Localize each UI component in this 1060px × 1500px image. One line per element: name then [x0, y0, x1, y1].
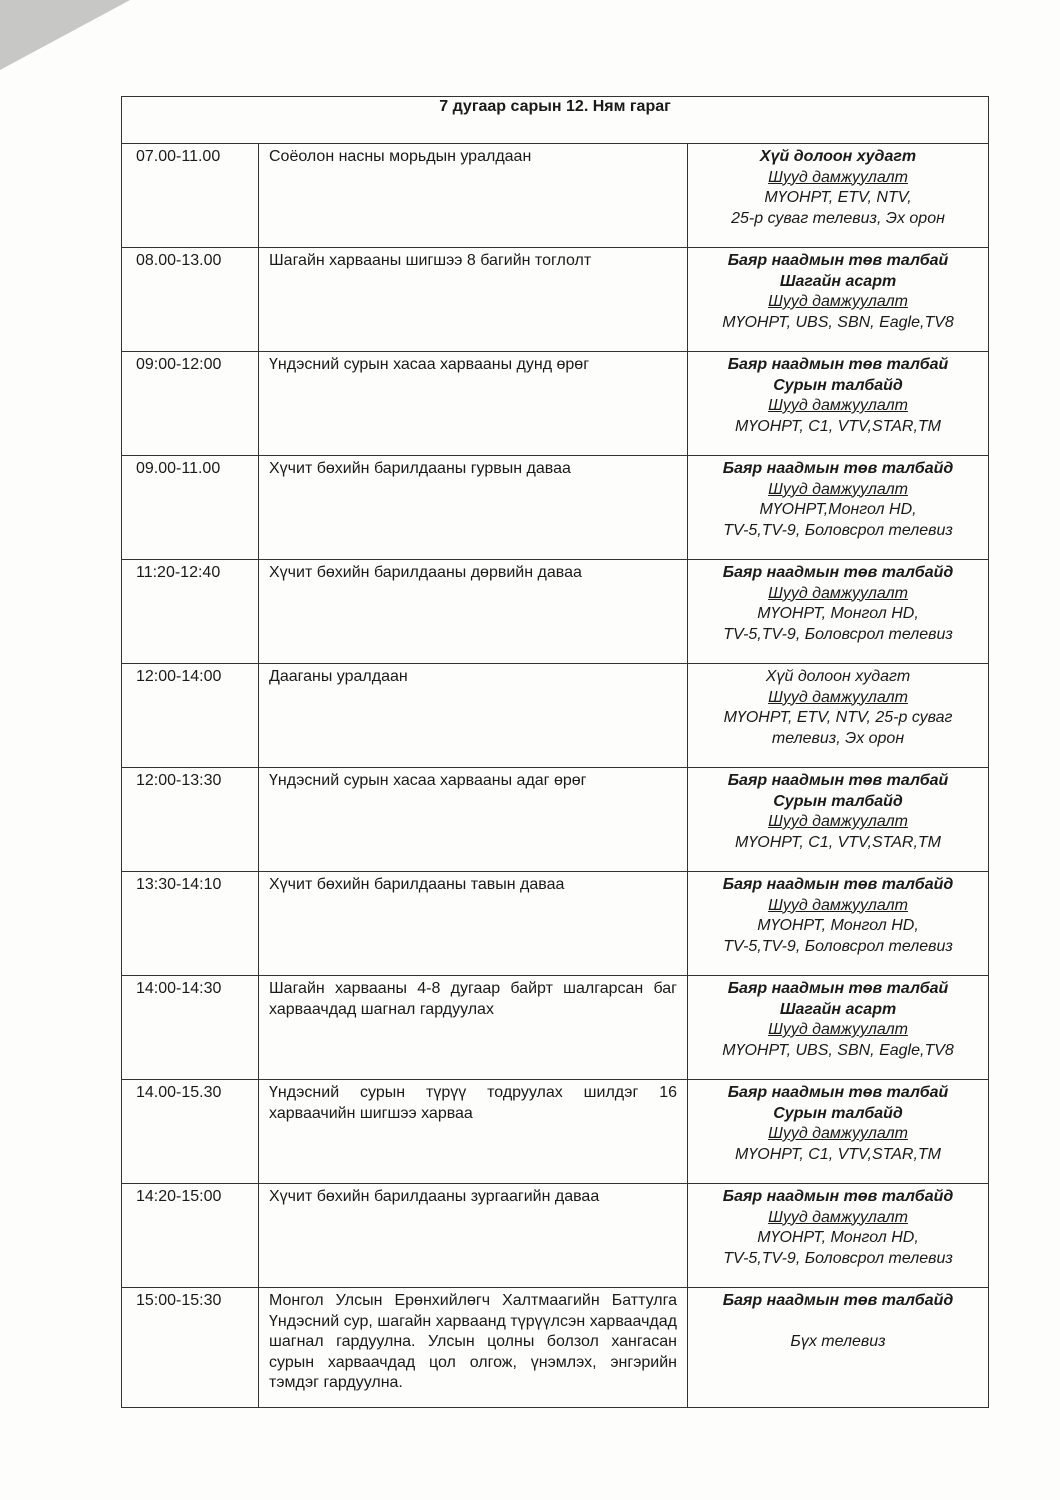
- event-cell: Хүчит бөхийн барилдааны дөрвийн даваа: [259, 560, 688, 664]
- venue-line: Хүй долоон худагт: [759, 148, 917, 165]
- venue-line: МҮОНРТ, ETV, NTV,: [764, 189, 912, 206]
- venue-line: телевиз, Эх орон: [771, 729, 905, 747]
- schedule-row: [122, 1288, 989, 1408]
- broadcast-mode-line: Шууд дамжуулалт: [768, 813, 908, 830]
- venue-line: МҮОНРТ, C1, VTV,STAR,TM: [735, 833, 942, 851]
- venue-line: Баяр наадмын төв талбайд: [722, 876, 954, 893]
- time-cell: 09.00-11.00: [122, 456, 259, 560]
- venue-line: Баяр наадмын төв талбай: [727, 356, 949, 373]
- broadcast-mode-line: Шууд дамжуулалт: [768, 584, 908, 602]
- event-cell: Шагайн харвааны 4-8 дугаар байрт шалгарсан баг харваачдад шагнал гардуулах: [259, 976, 688, 1080]
- venue-broadcast-cell: [688, 456, 989, 560]
- venue-line: 25-р суваг телевиз, Эх орон: [731, 209, 945, 227]
- schedule-row: [122, 664, 989, 768]
- venue-broadcast-cell: [688, 560, 989, 664]
- venue-line: Баяр наадмын төв талбай: [727, 1084, 949, 1101]
- venue-broadcast-cell: [688, 1184, 989, 1288]
- time-cell: 08.00-13.00: [122, 248, 259, 352]
- date-header-row: [122, 97, 989, 144]
- venue-line: МҮОНРТ, ETV, NTV, 25-р суваг: [723, 709, 953, 726]
- venue-line: Шагайн асарт: [779, 272, 897, 290]
- time-cell: 13:30-14:10: [122, 872, 259, 976]
- venue-line: Хүй долоон худагт: [765, 668, 911, 685]
- broadcast-mode-line: Шууд дамжуулалт: [768, 1021, 908, 1038]
- venue-line: Баяр наадмын төв талбайд: [722, 460, 954, 477]
- venue-line: Бүх телевиз: [790, 1332, 886, 1350]
- venue-line: Сурын талбайд: [773, 792, 903, 810]
- schedule-row: [122, 872, 989, 976]
- venue-line: МҮОНРТ, Монгол HD,: [757, 1229, 919, 1246]
- time-cell: 14.00-15.30: [122, 1080, 259, 1184]
- venue-broadcast-cell: [688, 768, 989, 872]
- venue-broadcast-cell: [688, 352, 989, 456]
- event-cell: Хүчит бөхийн барилдааны гурвын даваа: [259, 456, 688, 560]
- venue-broadcast-cell: [688, 144, 989, 248]
- event-cell: Үндэсний сурын түрүү тодруулах шилдэг 16 харваачийн шигшээ харваа: [259, 1080, 688, 1184]
- venue-line: МҮОНРТ, Монгол HD,: [757, 605, 919, 622]
- time-cell: 12:00-13:30: [122, 768, 259, 872]
- broadcast-mode-line: Шууд дамжуулалт: [768, 397, 908, 414]
- venue-broadcast-cell: [688, 664, 989, 768]
- schedule-row: [122, 976, 989, 1080]
- venue-line: Баяр наадмын төв талбай: [727, 252, 949, 269]
- venue-broadcast-cell: [688, 1080, 989, 1184]
- schedule-row: [122, 1080, 989, 1184]
- schedule-row: [122, 248, 989, 352]
- venue-line: МҮОНРТ, UBS, SBN, Eagle,TV8: [722, 313, 954, 331]
- venue-broadcast-cell: [688, 976, 989, 1080]
- event-cell: Хүчит бөхийн барилдааны зургаагийн даваа: [259, 1184, 688, 1288]
- schedule-row: [122, 560, 989, 664]
- venue-line: TV-5,TV-9, Боловсрол телевиз: [723, 1249, 953, 1267]
- time-cell: 15:00-15:30: [122, 1288, 259, 1408]
- venue-line: МҮОНРТ, Монгол HD,: [757, 917, 919, 934]
- venue-line: МҮОНРТ, UBS, SBN, Eagle,TV8: [722, 1041, 954, 1059]
- venue-line: Шагайн асарт: [779, 1000, 897, 1018]
- broadcast-mode-line: Шууд дамжуулалт: [768, 480, 908, 498]
- broadcast-mode-line: Шууд дамжуулалт: [768, 688, 908, 706]
- venue-broadcast-cell: [688, 872, 989, 976]
- time-cell: 12:00-14:00: [122, 664, 259, 768]
- time-cell: 11:20-12:40: [122, 560, 259, 664]
- broadcast-mode-line: Шууд дамжуулалт: [768, 896, 908, 914]
- venue-line: МҮОНРТ, C1, VTV,STAR,TM: [735, 1145, 942, 1163]
- venue-line: МҮОНРТ, C1, VTV,STAR,TM: [735, 417, 942, 435]
- venue-line: Сурын талбайд: [773, 376, 903, 394]
- broadcast-mode-line: Шууд дамжуулалт: [768, 293, 908, 310]
- schedule-row: [122, 352, 989, 456]
- event-cell: Шагайн харвааны шигшээ 8 багийн тоглолт: [259, 248, 688, 352]
- event-cell: Үндэсний сурын хасаа харвааны дунд өрөг: [259, 352, 688, 456]
- time-cell: 09:00-12:00: [122, 352, 259, 456]
- schedule-row: [122, 1184, 989, 1288]
- venue-line: МҮОНРТ,Монгол HD,: [759, 501, 917, 518]
- date-title: 7 дугаар сарын 12. Ням гараг: [122, 97, 989, 144]
- event-cell: Хүчит бөхийн барилдааны тавын даваа: [259, 872, 688, 976]
- schedule-row: [122, 456, 989, 560]
- event-cell: Дааганы уралдаан: [259, 664, 688, 768]
- time-cell: 14:20-15:00: [122, 1184, 259, 1288]
- time-cell: 14:00-14:30: [122, 976, 259, 1080]
- venue-line: TV-5,TV-9, Боловсрол телевиз: [723, 521, 953, 539]
- venue-line: Баяр наадмын төв талбай: [727, 980, 949, 997]
- broadcast-mode-line: Шууд дамжуулалт: [768, 1125, 908, 1142]
- time-cell: 07.00-11.00: [122, 144, 259, 248]
- venue-spacer: [700, 1312, 976, 1332]
- venue-line: Баяр наадмын төв талбайд: [722, 1292, 954, 1309]
- schedule-table: [121, 96, 989, 1408]
- venue-line: Баяр наадмын төв талбайд: [722, 1188, 954, 1205]
- page-corner-fold: [0, 0, 130, 70]
- schedule-row: [122, 768, 989, 872]
- venue-line: Сурын талбайд: [773, 1104, 903, 1122]
- venue-line: TV-5,TV-9, Боловсрол телевиз: [723, 625, 953, 643]
- venue-broadcast-cell: [688, 248, 989, 352]
- venue-broadcast-cell: [688, 1288, 989, 1408]
- event-cell: Үндэсний сурын хасаа харвааны адаг өрөг: [259, 768, 688, 872]
- broadcast-mode-line: Шууд дамжуулалт: [768, 1208, 908, 1226]
- venue-line: TV-5,TV-9, Боловсрол телевиз: [723, 937, 953, 955]
- schedule-row: [122, 144, 989, 248]
- venue-line: Баяр наадмын төв талбай: [727, 772, 949, 789]
- event-cell: Соёолон насны морьдын уралдаан: [259, 144, 688, 248]
- venue-line: Баяр наадмын төв талбайд: [722, 564, 954, 581]
- broadcast-mode-line: Шууд дамжуулалт: [768, 168, 908, 186]
- event-cell: Монгол Улсын Ерөнхийлөгч Халтмаагийн Баттулга Үндэсний сур, шагайн харвaанд түрүүлсэн харваачдад шагнал гардуулна. Улсын цолны болзол хангасан сурын харваачдад цол олгож, үнэмлэх, энгэрийн тэмдэг гардуулна.: [259, 1288, 688, 1408]
